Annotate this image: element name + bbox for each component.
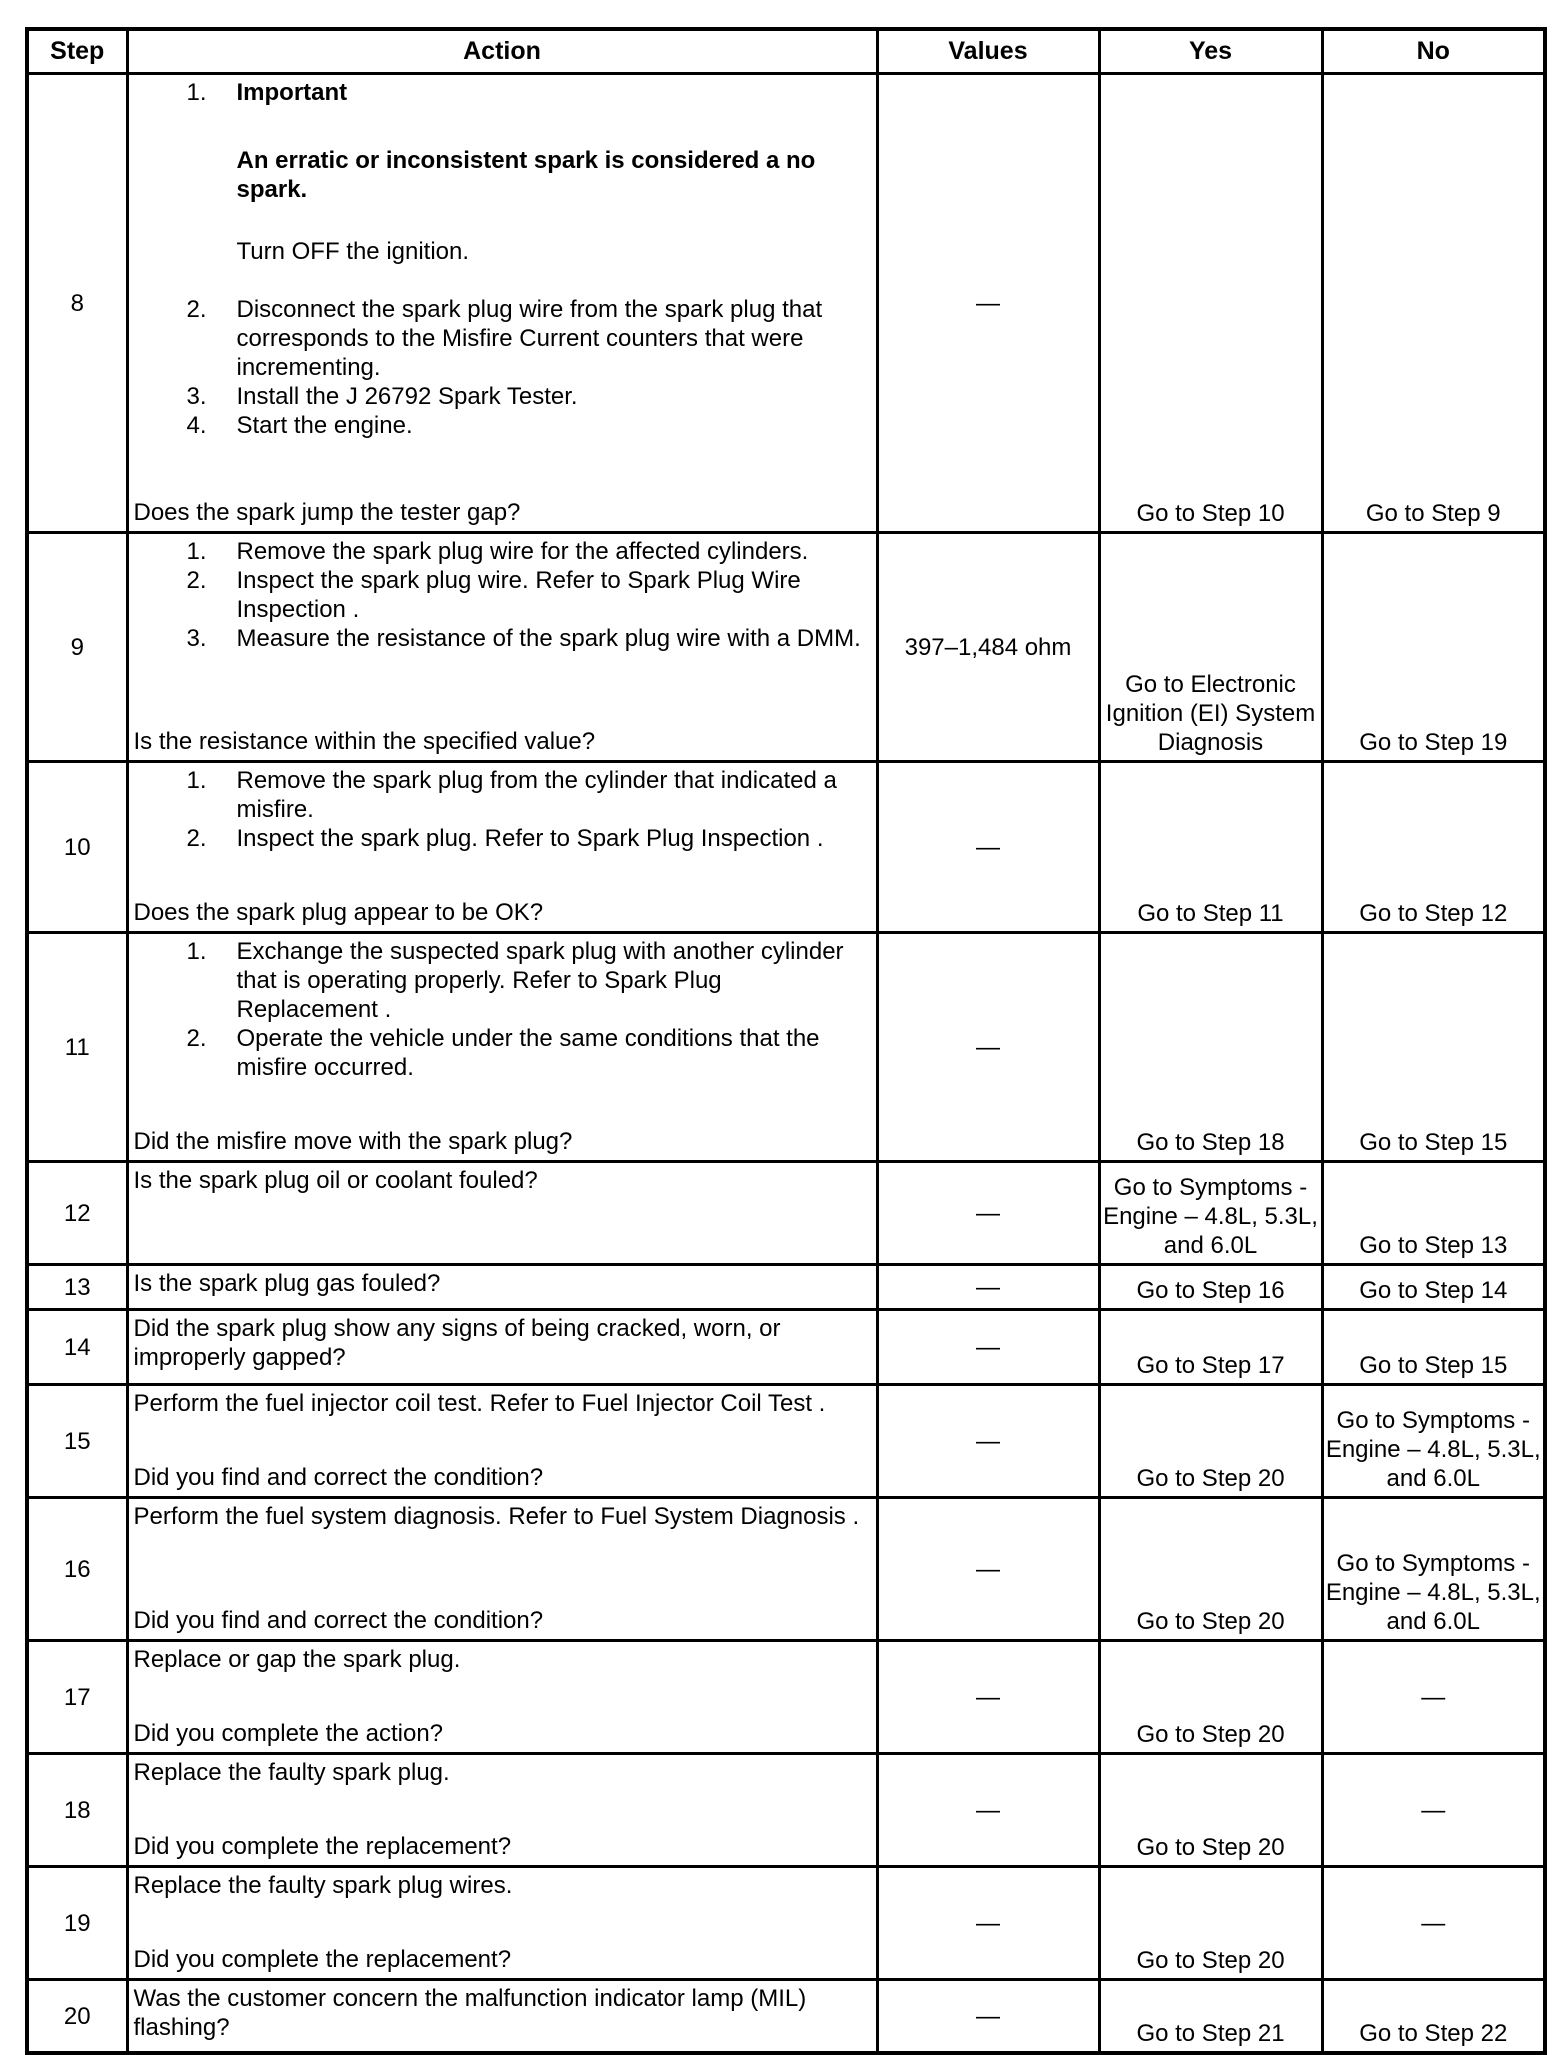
question-text: Does the spark plug appear to be OK?: [133, 899, 544, 926]
question-text: Is the resistance within the specified value?: [133, 728, 596, 755]
no-cell: Go to Symptoms - Engine – 4.8L, 5.3L, and 6.0L: [1322, 1385, 1545, 1498]
action-steps: [134, 937, 870, 1082]
action-cell: [127, 74, 877, 533]
action-cell: [127, 1754, 877, 1867]
values-cell: —: [877, 1641, 1099, 1754]
list-item: 2. Inspect the spark plug. Refer to Spark Plug Inspection .: [186, 825, 824, 852]
action-cell: [127, 1162, 877, 1265]
yes-cell: Go to Step 16: [1099, 1265, 1322, 1310]
no-cell: —: [1322, 1641, 1545, 1754]
no-cell: Go to Step 12: [1322, 762, 1545, 933]
values-cell: —: [877, 1162, 1099, 1265]
important-note: An erratic or inconsistent spark is considered a no spark.: [236, 147, 816, 203]
action-cell: [127, 1310, 877, 1385]
yes-cell: Go to Step 20: [1099, 1867, 1322, 1980]
list-item: 2. Inspect the spark plug wire. Refer to Spark Plug Wire Inspection .: [186, 567, 801, 623]
important-label: Important: [236, 79, 348, 106]
step-number: 18: [27, 1754, 127, 1867]
table-row: [27, 1498, 1545, 1641]
action-cell: [127, 1641, 877, 1754]
list-item: 3. Install the J 26792 Spark Tester.: [186, 383, 578, 410]
action-steps: [134, 537, 870, 653]
yes-cell: Go to Step 20: [1099, 1498, 1322, 1641]
list-item: 1. Remove the spark plug wire for the affected cylinders.: [186, 538, 809, 565]
yes-cell: Go to Step 20: [1099, 1385, 1322, 1498]
no-cell: Go to Step 13: [1322, 1162, 1545, 1265]
yes-cell: Go to Step 17: [1099, 1310, 1322, 1385]
yes-cell: Go to Step 20: [1099, 1754, 1322, 1867]
question-text: Did you find and correct the condition?: [133, 1464, 544, 1491]
values-cell: —: [877, 762, 1099, 933]
values-cell: —: [877, 1498, 1099, 1641]
header-action: Action: [127, 29, 877, 74]
header-values: Values: [877, 29, 1099, 74]
values-cell: —: [877, 933, 1099, 1162]
action-text: Replace the faulty spark plug wires.: [133, 1872, 513, 1899]
action-steps: [134, 766, 870, 853]
action-text: Replace or gap the spark plug.: [133, 1646, 461, 1673]
step-number: 9: [27, 533, 127, 762]
action-cell: [127, 762, 877, 933]
list-item: 3. Measure the resistance of the spark plug wire with a DMM.: [186, 625, 861, 652]
values-cell: 397–1,484 ohm: [877, 533, 1099, 762]
no-cell: —: [1322, 1754, 1545, 1867]
action-text: Perform the fuel injector coil test. Refer to Fuel Injector Coil Test .: [133, 1390, 826, 1417]
list-item: 1. Remove the spark plug from the cylinder that indicated a misfire.: [186, 767, 837, 823]
table-row: [27, 1754, 1545, 1867]
action-cell: [127, 933, 877, 1162]
no-cell: Go to Symptoms - Engine – 4.8L, 5.3L, and 6.0L: [1322, 1498, 1545, 1641]
action-text: Perform the fuel system diagnosis. Refer to Fuel System Diagnosis .: [133, 1503, 860, 1530]
no-cell: Go to Step 15: [1322, 1310, 1545, 1385]
action-cell: [127, 1498, 877, 1641]
action-text: Is the spark plug gas fouled?: [133, 1270, 441, 1297]
table-row: [27, 1980, 1545, 2054]
no-cell: Go to Step 19: [1322, 533, 1545, 762]
list-item: 1. Exchange the suspected spark plug with another cylinder that is operating properly. Refer to Spark Plug Replacement .: [186, 938, 844, 1023]
table-row: [27, 74, 1545, 533]
action-text: Is the spark plug oil or coolant fouled?: [133, 1167, 538, 1194]
list-item: 2. Operate the vehicle under the same conditions that the misfire occurred.: [186, 1025, 820, 1081]
values-cell: —: [877, 1980, 1099, 2054]
table-row: [27, 1641, 1545, 1754]
question-text: Did you complete the replacement?: [133, 1833, 512, 1860]
action-steps: [134, 78, 870, 440]
yes-cell: Go to Step 20: [1099, 1641, 1322, 1754]
header-step: Step: [27, 29, 127, 74]
no-cell: —: [1322, 1867, 1545, 1980]
values-cell: —: [877, 1867, 1099, 1980]
yes-cell: Go to Symptoms - Engine – 4.8L, 5.3L, and 6.0L: [1099, 1162, 1322, 1265]
step-number: 17: [27, 1641, 127, 1754]
header-yes: Yes: [1099, 29, 1322, 74]
action-item-text: Turn OFF the ignition.: [236, 238, 470, 265]
question-text: Does the spark jump the tester gap?: [133, 499, 521, 526]
list-item: 4. Start the engine.: [186, 412, 413, 439]
yes-cell: Go to Step 10: [1099, 74, 1322, 533]
header-no: No: [1322, 29, 1545, 74]
no-cell: Go to Step 15: [1322, 933, 1545, 1162]
values-cell: —: [877, 1754, 1099, 1867]
yes-cell: Go to Electronic Ignition (EI) System Diagnosis: [1099, 533, 1322, 762]
yes-cell: Go to Step 21: [1099, 1980, 1322, 2054]
table-row: [27, 1310, 1545, 1385]
question-text: Did you complete the replacement?: [133, 1946, 512, 1973]
values-cell: —: [877, 1385, 1099, 1498]
action-text: Did the spark plug show any signs of being cracked, worn, or improperly gapped?: [133, 1315, 781, 1371]
action-cell: [127, 1980, 877, 2054]
action-cell: [127, 1867, 877, 1980]
step-number: 19: [27, 1867, 127, 1980]
action-cell: [127, 1265, 877, 1310]
table-row: [27, 762, 1545, 933]
values-cell: —: [877, 74, 1099, 533]
table-row: [27, 1867, 1545, 1980]
step-number: 20: [27, 1980, 127, 2054]
question-text: Did you complete the action?: [133, 1720, 444, 1747]
action-cell: [127, 533, 877, 762]
header-row: [27, 29, 1545, 74]
question-text: Did you find and correct the condition?: [133, 1607, 544, 1634]
action-text: Was the customer concern the malfunction indicator lamp (MIL) flashing?: [133, 1985, 807, 2041]
no-cell: Go to Step 9: [1322, 74, 1545, 533]
step-number: 11: [27, 933, 127, 1162]
list-item: 1. Important An erratic or inconsistent spark is considered a no spark. Turn OFF the ignition.: [134, 78, 870, 295]
table-row: [27, 933, 1545, 1162]
table-row: [27, 1385, 1545, 1498]
question-text: Did the misfire move with the spark plug?: [133, 1128, 573, 1155]
step-number: 8: [27, 74, 127, 533]
values-cell: —: [877, 1310, 1099, 1385]
values-cell: —: [877, 1265, 1099, 1310]
yes-cell: Go to Step 11: [1099, 762, 1322, 933]
action-text: Replace the faulty spark plug.: [133, 1759, 450, 1786]
table-row: [27, 1265, 1545, 1310]
table-row: [27, 533, 1545, 762]
action-cell: [127, 1385, 877, 1498]
list-item: 2. Disconnect the spark plug wire from the spark plug that corresponds to the Misfire Current counters that were incrementing.: [186, 296, 823, 381]
no-cell: Go to Step 14: [1322, 1265, 1545, 1310]
yes-cell: Go to Step 18: [1099, 933, 1322, 1162]
step-number: 16: [27, 1498, 127, 1641]
step-number: 15: [27, 1385, 127, 1498]
step-number: 14: [27, 1310, 127, 1385]
step-number: 13: [27, 1265, 127, 1310]
step-number: 12: [27, 1162, 127, 1265]
table-row: [27, 1162, 1545, 1265]
diagnostic-table: [25, 27, 1547, 2055]
no-cell: Go to Step 22: [1322, 1980, 1545, 2054]
step-number: 10: [27, 762, 127, 933]
